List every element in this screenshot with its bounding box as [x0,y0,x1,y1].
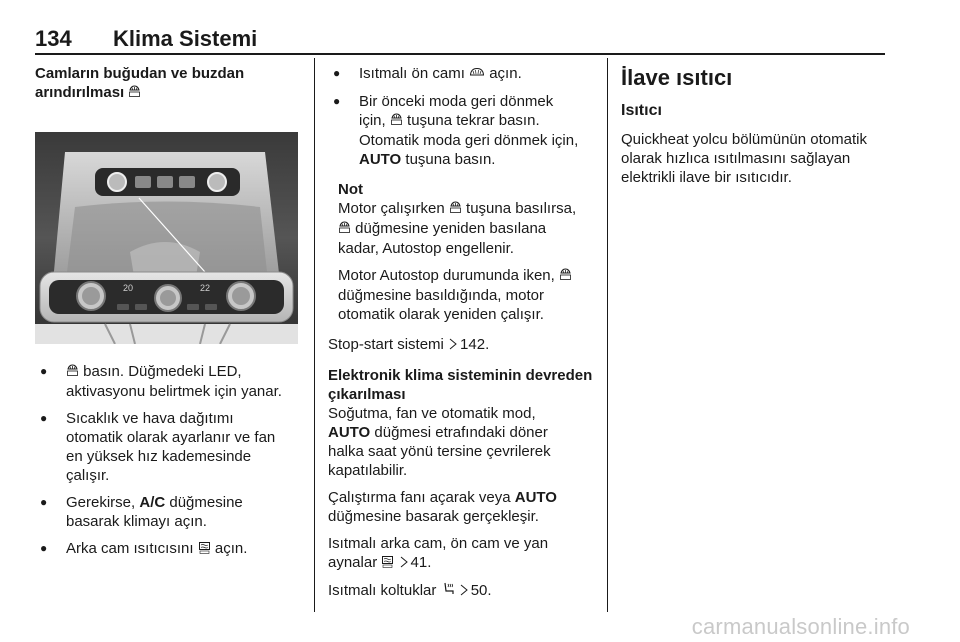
defrost-heading-line2 [35,83,300,103]
bullet-auto-line1: ● Sıcaklık ve hava dağıtımı [66,410,234,427]
max-defrost-icon [128,84,141,103]
note-p1-suffix: tuşuna basılırsa, [466,200,577,217]
chapter-title: Klima Sistemi [113,26,258,51]
bullet-previous-mode [328,92,593,169]
column-divider-2 [607,58,608,612]
bullet-prev-line3: Otomatik moda geri dönmek için, [359,132,579,149]
max-defrost-icon [66,363,79,382]
stop-start-text: Stop-start sistemi [328,336,444,353]
disable-p1-line2 [328,423,593,442]
bullet-ac-line1 [66,493,300,512]
page-reference-arrow-icon [459,582,469,601]
max-defrost-icon [390,112,403,131]
auto-button-label: AUTO [328,424,371,441]
bullet-rear-line1 [66,539,300,559]
disable-p2-line1 [328,488,593,507]
seats-reference[interactable] [328,581,593,601]
stop-start-reference[interactable] [328,335,593,355]
defrost-heading-line2-text: arındırılması [35,84,125,101]
page-reference-arrow-icon [399,554,409,573]
stop-start-page: 142. [460,336,490,353]
defrost-heading-line1: Camların buğudan ve buzdan [35,65,245,82]
note-p2-line1 [338,266,593,286]
max-defrost-icon [338,220,351,239]
note-p2-line3: otomatik olarak yeniden çalışır. [338,306,544,323]
bullet-auto-line3: en yüksek hız kademesinde [66,448,252,465]
disable-p1-line3: halka saat yönü tersine çevrilerek [328,443,551,460]
disable-heading [328,366,593,404]
bullet-windscreen-suffix: açın. [489,65,522,82]
mirrors-prefix: aynalar [328,554,378,571]
bullet-prev-prefix: için, [359,112,386,129]
mirrors-reference[interactable] [328,553,593,573]
note-p1-line2-text: düğmesine yeniden basılana [355,220,547,237]
note-p1-prefix: Motor çalışırken [338,200,445,217]
climate-panel-photo [35,132,298,344]
bullet-ac-prefix: Gerekirse, [66,494,136,511]
max-defrost-icon [449,200,462,219]
bullet-prev-line4-suffix: tuşuna basın. [405,151,496,168]
section-title: İlave ısıtıcı [621,65,733,90]
bullet-rear-prefix: Arka cam ısıtıcısını [66,540,194,557]
disable-heading-line2: çıkarılması [328,386,406,403]
panel-temp-right: 22 [200,283,211,293]
bullet-auto-distribution [35,409,300,485]
rear-window-heater-icon [381,554,394,573]
windscreen-heater-icon [469,65,485,84]
bullet-prev-suffix: tuşuna tekrar basın. [407,112,540,129]
column-3 [621,64,891,187]
disable-p1-line1: Soğutma, fan ve otomatik mod, [328,405,536,422]
bullet-windscreen [328,64,593,84]
bullet-defrost-line1-text: basın. Düğmedeki LED, [83,363,242,380]
sub-title: Isıtıcı [621,102,662,119]
header-rule [35,53,885,55]
auto-button-label: AUTO [359,151,402,168]
bullet-ac-suffix: düğmesine [169,494,243,511]
disable-p2-line2: düğmesine basarak gerçekleşir. [328,508,539,525]
bullet-defrost-line2: aktivasyonu belirtmek için yanar. [66,383,282,400]
disable-p1-line4: kapatılabilir. [328,462,408,479]
column-1 [35,64,300,559]
bullet-prev-line4 [359,150,593,169]
heater-body-line3: elektrikli ilave bir ısıtıcıdır. [621,169,792,186]
note-p2-line2: düğmesine basıldığında, motor [338,287,544,304]
note-p2-line1-text: Motor Autostop durumunda iken, [338,267,555,284]
bullet-rear-heater [35,539,300,559]
footer-watermark: carmanualsonline.info [691,614,910,639]
column-2 [328,64,593,601]
bullet-prev-line2 [359,111,593,131]
auto-button-label: AUTO [514,489,557,506]
bullet-windscreen-prefix: Isıtmalı ön camı [359,65,465,82]
bullet-windscreen-line1 [359,64,593,84]
seats-prefix: Isıtmalı koltuklar [328,582,437,599]
bullet-ac-line2: basarak klimayı açın. [66,513,207,530]
disable-p1-line2-suffix: düğmesi etrafındaki döner [374,424,548,441]
heater-body-line2: olarak hızlıca ısıtılmasını sağlayan [621,150,851,167]
bullet-prev-line1: ● Bir önceki moda geri dönmek [359,93,554,110]
mirrors-page: 41. [410,554,432,571]
note-p1-line3: kadar, Autostop engellenir. [338,240,514,257]
disable-p2-prefix: Çalıştırma fanı açarak veya [328,489,511,506]
rear-window-heater-icon [198,540,211,559]
bullet-auto-line2: otomatik olarak ayarlanır ve fan [66,429,276,446]
max-defrost-icon [559,267,572,286]
note-p1-line1 [338,199,593,219]
defrost-heading [35,64,300,103]
page-number: 134 [35,26,72,51]
seats-page: 50. [470,582,492,599]
bullet-rear-suffix: açın. [214,540,248,557]
disable-heading-line1: Elektronik klima sisteminin devreden [328,367,593,384]
bullet-ac [35,493,300,531]
mirrors-line1: Isıtmalı arka cam, ön cam ve yan [328,535,549,552]
ac-button-label: A/C [139,494,166,511]
bullet-defrost-press [35,362,300,401]
bullet-defrost-line1 [66,362,300,382]
heated-seat-icon [441,582,455,601]
page-reference-arrow-icon [448,336,458,355]
bullet-auto-line4: çalışır. [66,467,110,484]
note-label: Not [338,181,363,198]
note-block [328,180,593,324]
column-divider-1 [314,58,315,612]
panel-temp-left: 20 [123,283,134,293]
heater-body-line1: Quickheat yolcu bölümünün otomatik [621,131,867,148]
note-p1-line2 [338,219,593,239]
